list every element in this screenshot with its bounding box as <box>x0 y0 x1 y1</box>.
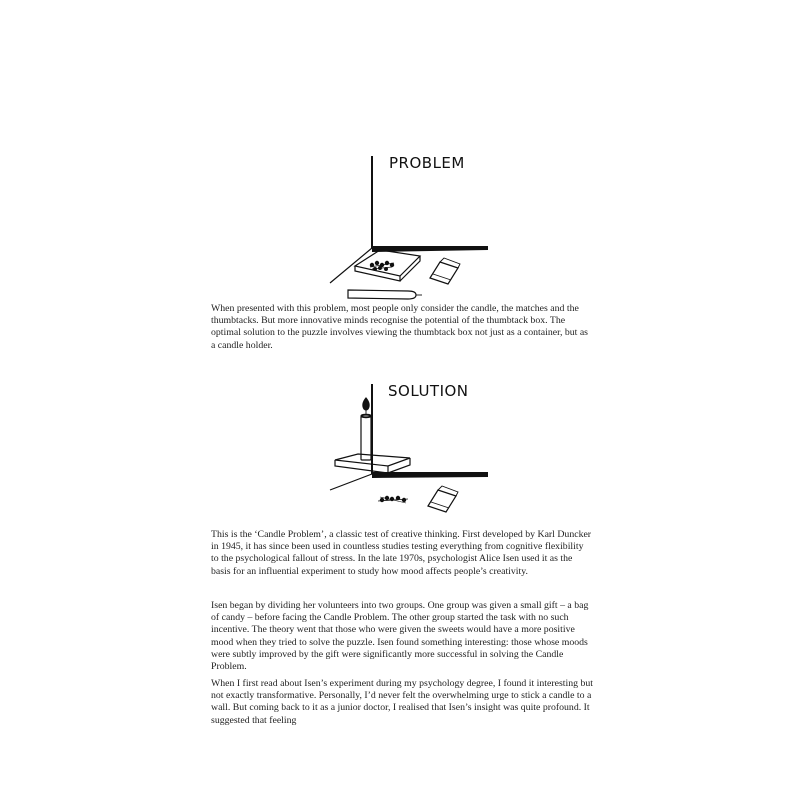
problem-caption: When presented with this problem, most people only consider the candle, the matches and the thumbtacks. But more innovative minds recognise the potential of the thumbtack box. The optimal solution to the puzzle involves viewing the thumbtack box not just as a container, but as a candle holder. <box>211 303 588 351</box>
thumbtacks-icon <box>370 261 394 270</box>
body-paragraph: This is the ‘Candle Problem’, a classic test of creative thinking. First developed by Karl Duncker in 1945, it has since been used in countless studies testing everything from cognitive flexibility to the psychological fallout of stress. In the late 1970s, psychologist Alice Isen used it as the basis for an influential experiment to study how mood affects people’s creativity. <box>211 529 592 577</box>
thumbtacks-icon <box>378 496 408 503</box>
problem-illustration <box>320 150 500 305</box>
body-paragraph: When I first read about Isen’s experiment during my psychology degree, I found it interesting but not exactly transformative. Personally, I’d never felt the overwhelming urge to stick a candle to a wall. But coming back to it as a junior doctor, I realised that Isen’s insight was quite profound. It suggested that feeling <box>211 678 593 726</box>
body-paragraph: Isen began by dividing her volunteers into two groups. One group was given a small gift – a bag of candy – before facing the Candle Problem. The other group started the task with no such incentive. The theory went that those who were given the sweets would have a more positive mood when they tried to solve the puzzle. Isen found something interesting: those whose moods were subtly improved by the gift were significantly more successful in solving the Candle Problem. <box>211 600 589 673</box>
candle-icon <box>361 398 371 460</box>
problem-heading: PROBLEM <box>389 154 465 172</box>
solution-heading: SOLUTION <box>388 382 469 400</box>
